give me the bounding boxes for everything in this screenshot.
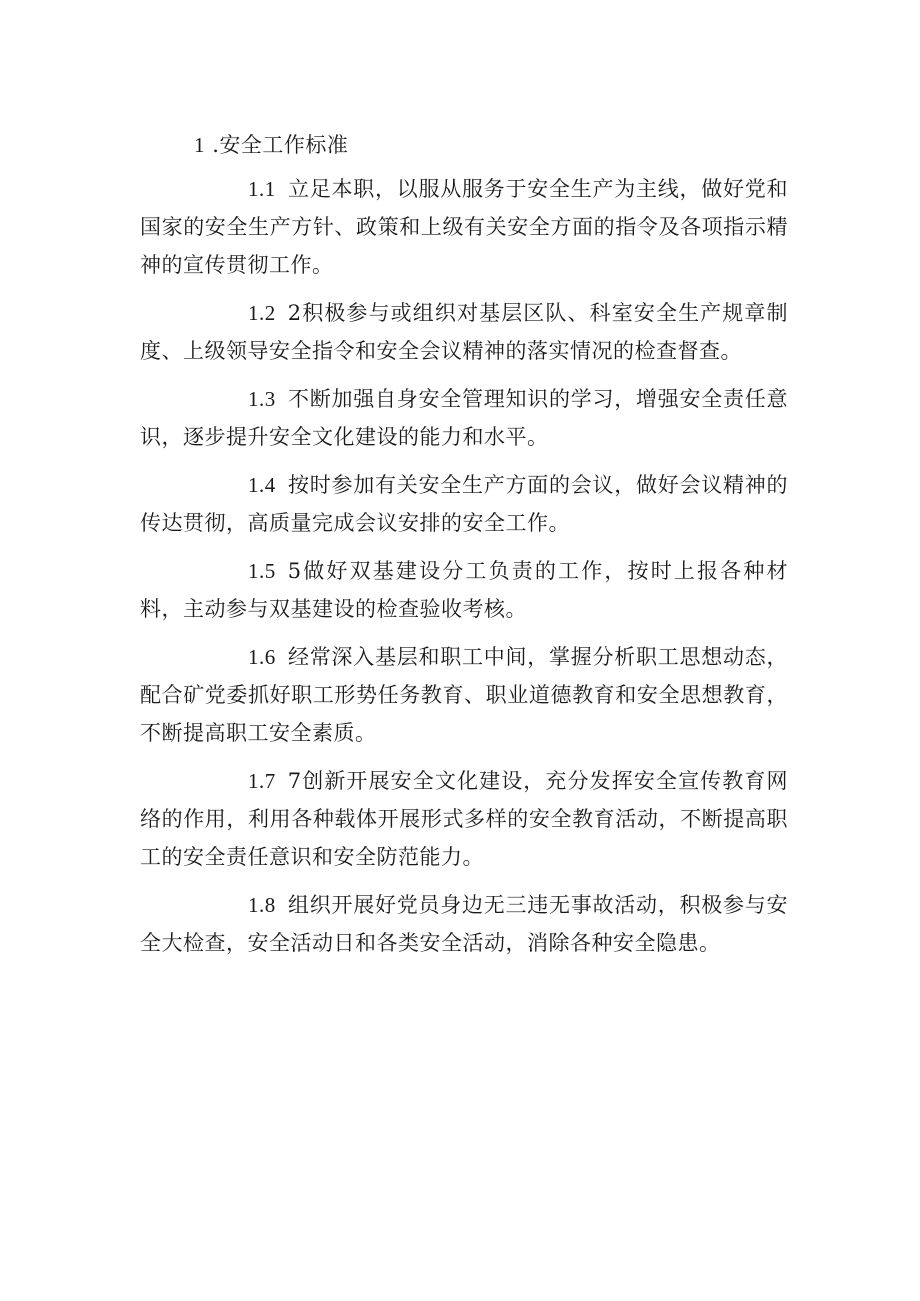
section-heading-number: 1 xyxy=(194,133,205,157)
paragraph-text: 经常深入基层和职工中间，掌握分析职工思想动态，配合矿党委抓好职工形势任务教育、职业道德教育和安全思想教育，不断提高职工安全素质。 xyxy=(140,645,788,745)
paragraph-number: 1.1 xyxy=(248,177,276,201)
paragraph-number: 1.5 xyxy=(248,559,276,583)
section-heading xyxy=(140,126,788,164)
paragraph-text: 5做好双基建设分工负责的工作，按时上报各种材料，主动参与双基建设的检查验收考核。 xyxy=(140,559,788,621)
paragraph-number: 1.6 xyxy=(248,645,276,669)
paragraph-1-2 xyxy=(140,294,788,370)
paragraph-number: 1.4 xyxy=(248,473,276,497)
document-body xyxy=(140,126,788,972)
paragraph-1-1 xyxy=(140,170,788,284)
paragraph-text: 2积极参与或组织对基层区队、科室安全生产规章制度、上级领导安全指令和安全会议精神的落实情况的检查督查。 xyxy=(140,301,788,363)
paragraph-number: 1.2 xyxy=(248,301,276,325)
paragraph-1-5 xyxy=(140,552,788,628)
paragraph-text: 立足本职，以服从服务于安全生产为主线，做好党和国家的安全生产方针、政策和上级有关安全方面的指令及各项指示精神的宣传贯彻工作。 xyxy=(140,177,788,277)
paragraph-text: 不断加强自身安全管理知识的学习，增强安全责任意识，逐步提升安全文化建设的能力和水平。 xyxy=(140,387,788,449)
paragraph-text: 组织开展好党员身边无三违无事故活动，积极参与安全大检查，安全活动日和各类安全活动，消除各种安全隐患。 xyxy=(140,893,788,955)
paragraph-text: 按时参加有关安全生产方面的会议，做好会议精神的传达贯彻，高质量完成会议安排的安全工作。 xyxy=(140,473,788,535)
paragraph-1-6 xyxy=(140,638,788,752)
paragraph-number: 1.3 xyxy=(248,387,276,411)
paragraph-1-4 xyxy=(140,466,788,542)
paragraph-1-7 xyxy=(140,762,788,876)
paragraph-number: 1.7 xyxy=(248,769,276,793)
paragraph-number: 1.8 xyxy=(248,893,276,917)
paragraph-1-8 xyxy=(140,886,788,962)
paragraph-text: 7创新开展安全文化建设，充分发挥安全宣传教育网络的作用，利用各种载体开展形式多样的安全教育活动，不断提高职工的安全责任意识和安全防范能力。 xyxy=(140,769,788,869)
paragraph-1-3 xyxy=(140,380,788,456)
section-heading-text: .安全工作标准 xyxy=(212,133,349,157)
